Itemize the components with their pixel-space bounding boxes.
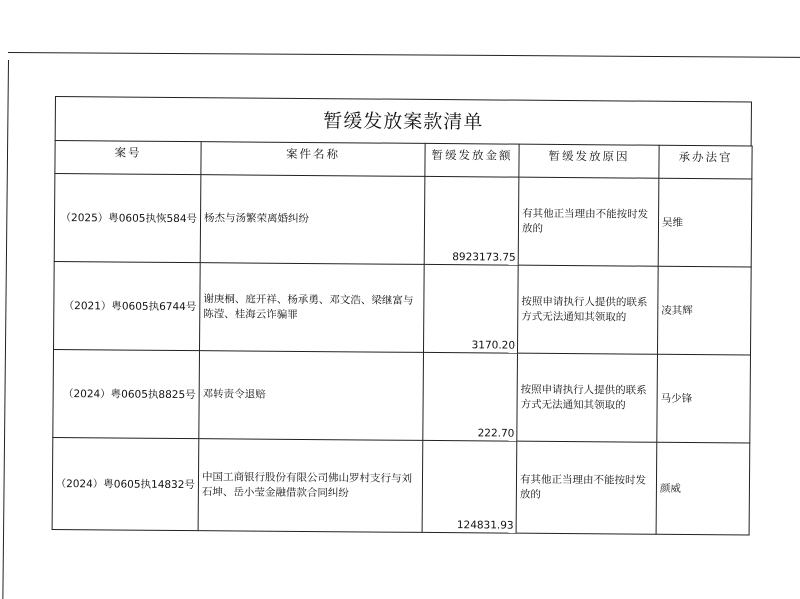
- case-name: 谢庚桐、庭开祥、杨承勇、邓文浩、梁继富与陈滢、桂海云诈骗罪: [200, 263, 425, 353]
- deferral-reason: 有其他正当理由不能按时发放的: [518, 177, 659, 266]
- page-edge-left: [2, 60, 9, 599]
- header-judge: 承办法官: [659, 145, 752, 179]
- case-number: （2021）粤0605执6744号: [54, 261, 201, 350]
- table-row: [54, 261, 752, 354]
- table-header-row: [55, 141, 752, 179]
- presiding-judge: 马少锋: [657, 354, 751, 443]
- table-row: [52, 437, 750, 534]
- header-amount: 暂缓发放金额: [425, 143, 519, 177]
- deferred-payment-table: [52, 140, 753, 535]
- document-title: 暂缓发放案款清单: [55, 96, 752, 145]
- case-number: （2024）粤0605执14832号: [52, 437, 199, 530]
- presiding-judge: 颜威: [656, 442, 750, 535]
- table-row: [54, 174, 752, 267]
- deferral-reason: 有其他正当理由不能按时发放的: [516, 441, 657, 534]
- header-case-no: 案号: [55, 141, 201, 175]
- list-sheet: [52, 96, 752, 535]
- table-row: [53, 349, 751, 442]
- header-case-name: 案件名称: [201, 142, 425, 177]
- header-reason: 暂缓发放原因: [519, 144, 659, 178]
- case-name: 邓转责令退赔: [199, 351, 424, 441]
- deferred-amount: 124831.93: [422, 440, 517, 533]
- page-edge-top: [8, 52, 800, 58]
- presiding-judge: 凌其辉: [657, 266, 751, 355]
- deferred-amount: 8923173.75: [424, 176, 519, 265]
- deferred-amount: 222.70: [423, 352, 518, 441]
- deferred-amount: 3170.20: [423, 264, 518, 353]
- case-number: （2025）粤0605执恢584号: [54, 174, 201, 263]
- case-name: 中国工商银行股份有限公司佛山罗村支行与刘石坤、岳小莹金融借款合同纠纷: [198, 439, 423, 533]
- deferral-reason: 按照申请执行人提供的联系方式无法通知其领取的: [517, 265, 658, 354]
- presiding-judge: 吴维: [658, 178, 752, 267]
- case-number: （2024）粤0605执8825号: [53, 349, 200, 438]
- deferral-reason: 按照申请执行人提供的联系方式无法通知其领取的: [517, 353, 658, 442]
- case-name: 杨杰与汤繁荣离婚纠纷: [200, 175, 425, 265]
